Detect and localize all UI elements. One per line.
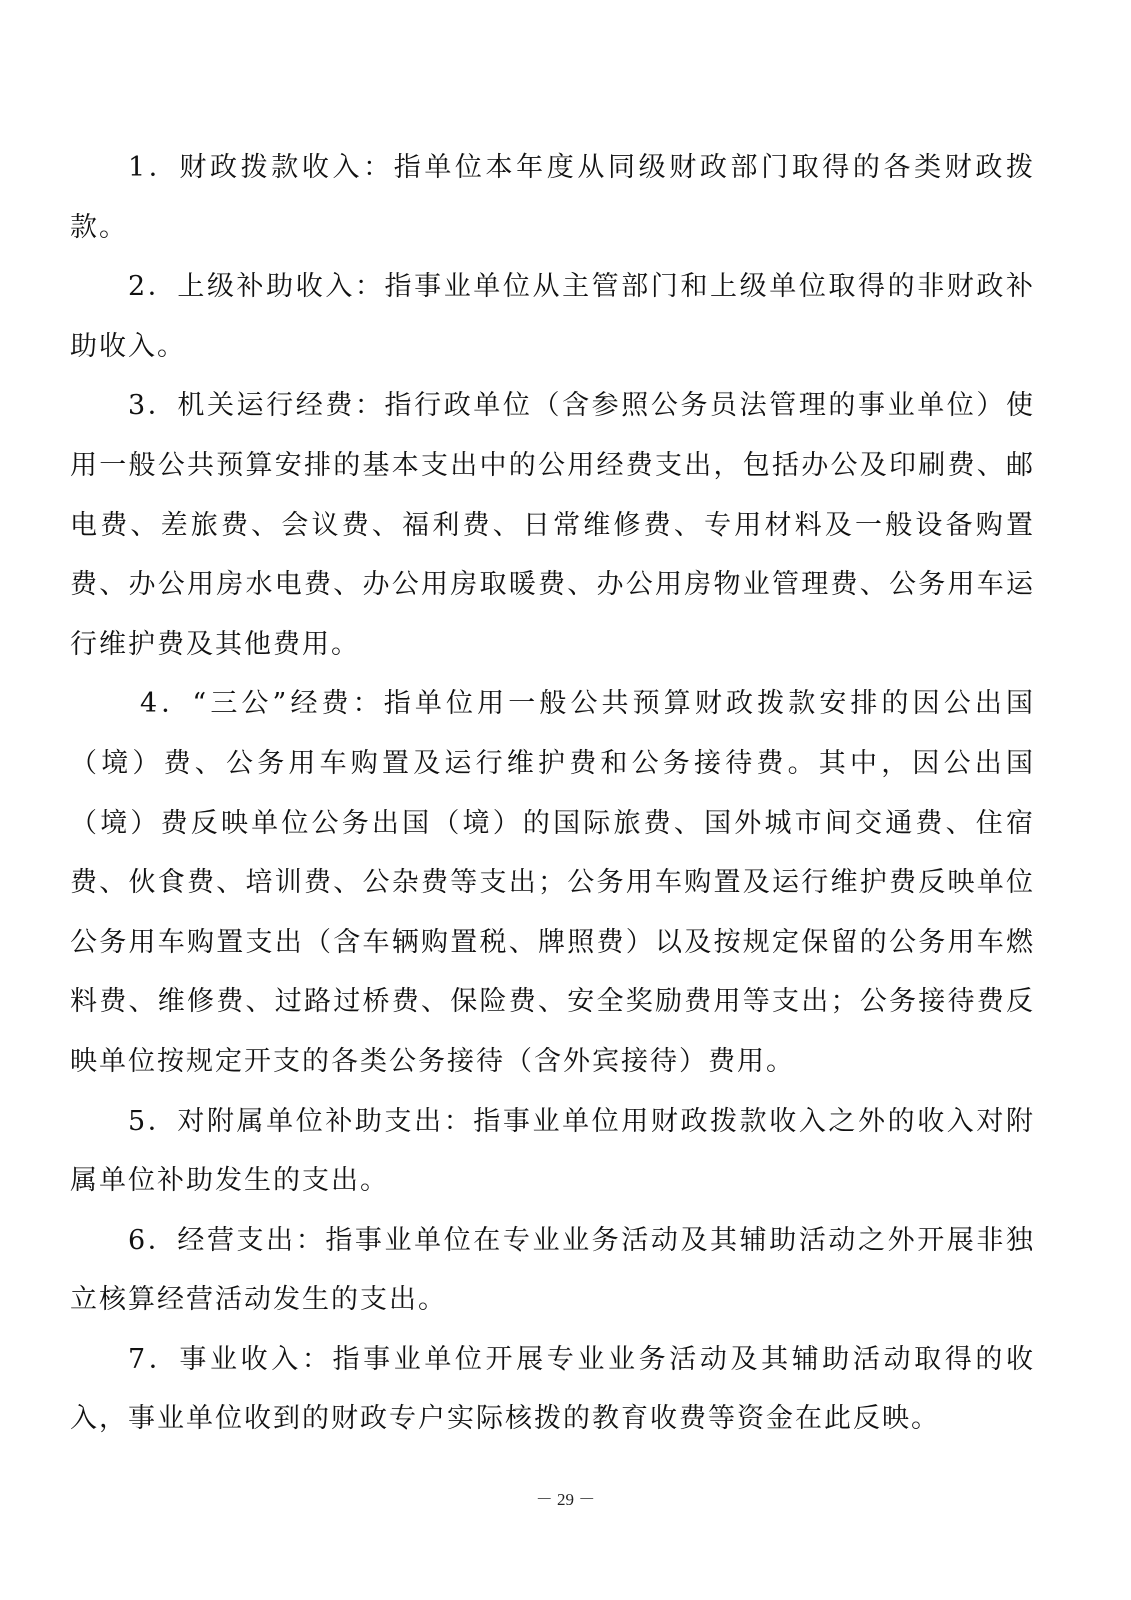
paragraph-2-superior-subsidy-income: 2．上级补助收入：指事业单位从主管部门和上级单位取得的非财政补助收入。 xyxy=(70,271,1035,362)
paragraph-4-three-public-expenses: 4．“三公”经费：指单位用一般公共预算财政拨款安排的因公出国（境）费、公务用车购置及运行维护费和公务接待费。其中，因公出国（境）费反映单位公务出国（境）的国际旅费、国外城市间交通费、住宿费、伙食费、培训费、公杂费等支出；公务用车购置及运行维护费反映单位公务用车购置支出（含车辆购置税、牌照费）以及按规定保留的公务用车燃料费、维修费、过路过桥费、保险费、安全奖励费用等支出；公务接待费反映单位按规定开支的各类公务接待（含外宾接待）费用。 xyxy=(70,688,1035,1077)
paragraph-3-agency-operating-expenses: 3．机关运行经费：指行政单位（含参照公务员法管理的事业单位）使用一般公共预算安排的基本支出中的公用经费支出，包括办公及印刷费、邮电费、差旅费、会议费、福利费、日常维修费、专用材料及一般设备购置费、办公用房水电费、办公用房取暖费、办公用房物业管理费、公务用车运行维护费及其他费用。 xyxy=(70,390,1035,660)
document-body xyxy=(70,138,1035,1449)
paragraph-1-fiscal-appropriation-income: 1．财政拨款收入：指单位本年度从同级财政部门取得的各类财政拨款。 xyxy=(70,152,1035,243)
page-number: － 29 － xyxy=(535,1490,596,1509)
paragraph-6-operating-expenditure: 6．经营支出：指事业单位在专业业务活动及其辅助活动之外开展非独立核算经营活动发生的支出。 xyxy=(70,1224,1035,1316)
paragraph-5-subsidiary-unit-subsidy: 5．对附属单位补助支出：指事业单位用财政拨款收入之外的收入对附属单位补助发生的支出。 xyxy=(70,1105,1035,1197)
paragraph-7-business-income: 7．事业收入：指事业单位开展专业业务活动及其辅助活动取得的收入，事业单位收到的财政专户实际核拨的教育收费等资金在此反映。 xyxy=(70,1343,1035,1435)
